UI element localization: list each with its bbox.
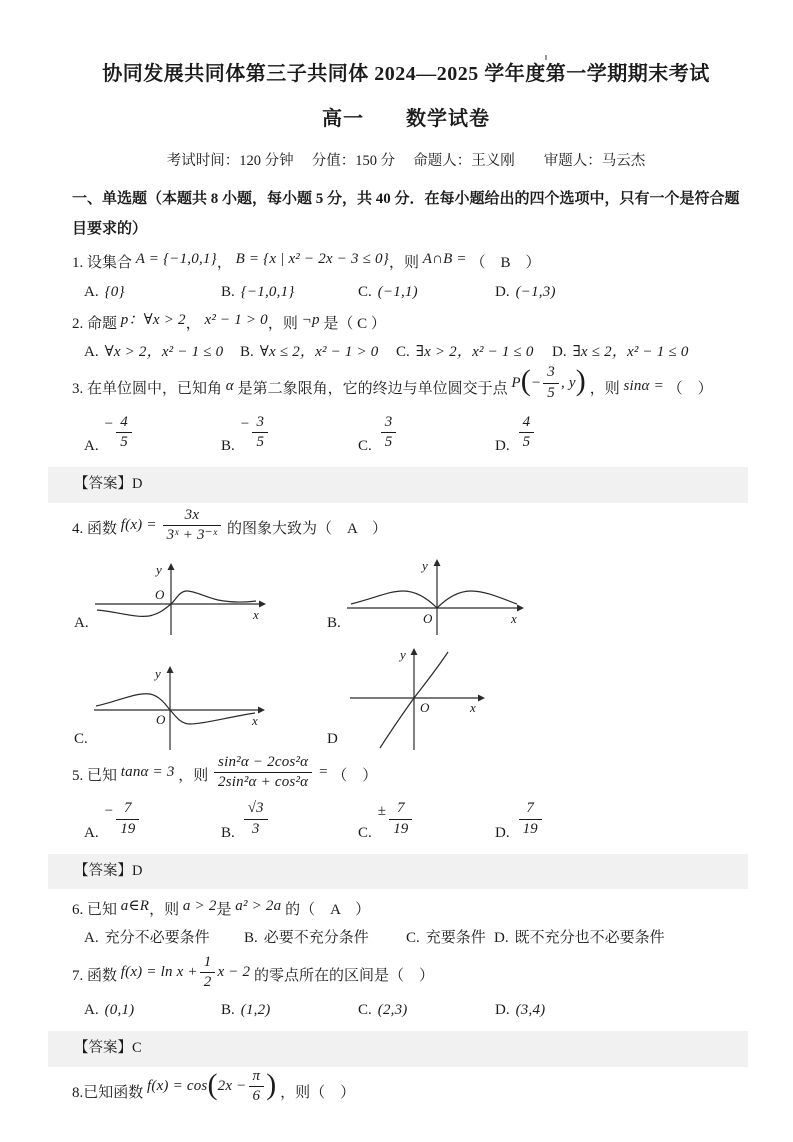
q7-option-c <box>358 997 495 1023</box>
graph-a-odd-hump-curve <box>93 560 268 636</box>
q5-option-b-label: B. <box>221 824 235 841</box>
graph-d-increasing-s-curve <box>342 644 497 752</box>
q5-option-d-label: D. <box>495 824 510 841</box>
q2-option-a-text: ∀x > 2，x² − 1 ≤ 0 <box>104 344 224 361</box>
q1-option-b-text: {−1,0,1} <box>240 283 295 300</box>
q5-option-c-num: 7 <box>389 800 412 819</box>
q6-option-c-label: C. <box>406 930 420 947</box>
q7-option-c-text: (2,3) <box>377 1002 408 1019</box>
section-1-header: 一、单选题（本题共 8 小题，每小题 5 分，共 40 分．在每小题给出的四个选项中，只有一个是符合题目要求的） <box>72 191 740 238</box>
question-1-options <box>84 279 740 305</box>
q6-option-b-text: 必要不充分条件 <box>263 930 369 947</box>
q5-then: ，则 <box>178 768 209 785</box>
q6-option-d-label: D. <box>494 930 509 947</box>
exam-meta-info: 考试时间：120 分钟 分值：150 分 命题人：王义刚 审题人：马云杰 <box>166 153 646 169</box>
graph-a-origin-label: O <box>154 587 164 602</box>
q2-sep1: ， <box>185 315 201 332</box>
q3-point-rest: , y <box>560 374 576 391</box>
question-3-options <box>84 411 740 459</box>
q7-function <box>120 953 251 990</box>
q5-option-d <box>495 800 544 846</box>
graph-d-y-label: y <box>399 647 406 662</box>
q4-fraction <box>163 507 222 545</box>
q2-option-d-text: ∃x ≤ 2，x² − 1 ≤ 0 <box>572 344 689 361</box>
q1-option-c-text: (−1,1) <box>377 283 418 300</box>
q3-option-b-label: B. <box>221 437 235 454</box>
q5-tan: tanα = 3 <box>120 764 175 781</box>
q4-function <box>120 506 223 543</box>
q5-frac-den: 2sin²α + cos²α <box>218 774 309 791</box>
q5-option-c-den: 19 <box>393 820 409 837</box>
q4-graph-row-1 <box>74 556 740 636</box>
q5-option-d-den: 19 <box>522 820 538 837</box>
q3-paren: （ ） <box>667 381 713 398</box>
question-7 <box>72 953 740 996</box>
q3-option-a <box>84 411 221 459</box>
q4-graph-row-2 <box>74 644 740 752</box>
q6-option-a <box>84 925 244 951</box>
q5-expression <box>212 754 329 791</box>
q7-frac-den: 2 <box>203 973 212 990</box>
q7-option-d-label: D. <box>495 1002 510 1019</box>
q3-option-a-num: 4 <box>116 414 132 433</box>
q7-option-b-text: (1,2) <box>240 1002 271 1019</box>
q2-option-a-label: A. <box>84 344 99 361</box>
q4-graph-option-c <box>74 644 327 752</box>
q3-point-fraction <box>543 364 559 402</box>
q6-option-b-label: B. <box>244 930 258 947</box>
q5-option-c-sign: ± <box>377 802 387 819</box>
q3-option-a-den: 5 <box>120 433 128 450</box>
q5-option-b-fraction <box>244 800 268 838</box>
q5-answer-bar: 【答案】D <box>48 854 748 889</box>
q3-point-p: P <box>511 374 521 391</box>
q4-graph-option-d <box>327 644 497 752</box>
question-6 <box>72 897 740 923</box>
q3-prefix: 3. 在单位圆中，已知角 <box>72 381 223 398</box>
q6-option-a-label: A. <box>84 930 99 947</box>
q3-point-rparen: ) <box>575 364 586 398</box>
q4-graph-option-a <box>74 556 327 636</box>
q8-suffix: ，则（ ） <box>280 1084 356 1101</box>
question-4 <box>72 506 740 549</box>
q3-option-b-fraction <box>252 414 268 452</box>
graph-c-origin-label: O <box>155 712 166 727</box>
q2-option-a <box>84 339 240 365</box>
q4-suffix: 的图象大致为（ A ） <box>226 520 387 537</box>
q5-option-a-fraction <box>116 800 139 838</box>
q6-option-b <box>244 925 406 951</box>
q5-option-c-label: C. <box>358 824 372 841</box>
q3-option-b-den: 5 <box>256 433 264 450</box>
q3-option-c <box>358 414 495 460</box>
graph-b-y-label: y <box>421 558 428 573</box>
q3-option-b-sign: − <box>240 415 250 432</box>
q1-option-d-text: (−1,3) <box>515 283 556 300</box>
q2-condition: x² − 1 > 0 <box>204 311 268 328</box>
q3-option-b <box>221 411 358 459</box>
q1-option-d-label: D. <box>495 283 510 300</box>
graph-c-odd-mirrored-curve <box>92 660 267 752</box>
q3-option-d-num: 4 <box>519 414 535 433</box>
q3-alpha: α <box>225 377 234 394</box>
exam-title: 协同发展共同体第三子共同体 2024—2025 学年度第一学期期末考试 <box>102 63 710 85</box>
exam-subtitle: 高一 数学试卷 <box>322 108 490 130</box>
q8-rparen: ) <box>266 1067 277 1101</box>
q3-point-lparen: ( <box>520 364 531 398</box>
q1-set-a: A = {−1,0,1} <box>135 251 217 268</box>
graph-a-y-label: y <box>155 562 162 577</box>
q3-option-a-label: A. <box>84 437 99 454</box>
q7-fraction <box>200 954 216 992</box>
q5-option-d-num: 7 <box>519 800 542 819</box>
q7-fx: f(x) = ln x + <box>120 963 198 980</box>
q1-option-a-label: A. <box>84 283 99 300</box>
q4-frac-num: 3x <box>163 507 222 526</box>
q1-option-b <box>221 279 358 305</box>
q7-fx-rest: x − 2 <box>217 963 251 980</box>
q2-suffix: 是（ C ） <box>323 315 386 332</box>
question-5 <box>72 754 740 796</box>
q7-frac-num: 1 <box>200 954 216 973</box>
graph-b-x-label: x <box>510 611 517 626</box>
question-6-options <box>84 925 740 951</box>
q3-mid: 是第二象限角，它的终边与单位圆交于点 <box>237 381 508 398</box>
q3-option-a-fraction <box>116 414 132 452</box>
q1-answer-paren: （ B ） <box>470 255 541 272</box>
q2-option-b <box>240 339 396 365</box>
q8-prefix: 8.已知函数 <box>72 1084 144 1101</box>
q7-suffix: 的零点所在的区间是（ ） <box>254 967 435 984</box>
graph-b-even-two-humps-curve <box>345 556 530 636</box>
q8-fx: f(x) = cos <box>147 1077 208 1094</box>
q7-option-b <box>221 997 358 1023</box>
graph-d-origin-label: O <box>419 700 430 715</box>
q7-option-c-label: C. <box>358 1002 372 1019</box>
q2-option-d <box>552 339 689 365</box>
q6-prefix: 6. 已知 <box>72 902 118 919</box>
q7-answer-bar: 【答案】C <box>48 1031 748 1066</box>
q6-a-gt-2: a > 2 <box>182 898 217 915</box>
q6-a-in-r: a∈R <box>120 898 150 915</box>
graph-a-x-label: x <box>252 607 259 622</box>
q3-option-d-fraction <box>519 414 535 452</box>
q1-sep2: ，则 <box>388 255 419 272</box>
q6-suffix: 的（ A ） <box>285 902 371 919</box>
question-8 <box>72 1067 740 1113</box>
q8-lparen: ( <box>207 1067 218 1101</box>
q7-option-b-label: B. <box>221 1002 235 1019</box>
q7-prefix: 7. 函数 <box>72 967 118 984</box>
q6-option-d-text: 既不充分也不必要条件 <box>514 930 665 947</box>
question-2-options <box>84 339 740 365</box>
q5-option-d-fraction <box>519 800 542 838</box>
q3-option-c-num: 3 <box>381 414 397 433</box>
q4-graph-a-label: A. <box>74 614 89 631</box>
q3-option-c-label: C. <box>358 437 372 454</box>
q5-option-c-fraction <box>389 800 412 838</box>
q5-option-c <box>358 798 495 846</box>
q2-proposition: p：∀x > 2 <box>120 311 186 328</box>
q5-equals: = <box>318 764 329 781</box>
q5-option-b <box>221 800 358 846</box>
q7-option-d-text: (3,4) <box>515 1002 546 1019</box>
q3-sina: sinα = <box>623 377 664 394</box>
q3-then: ，则 <box>589 381 620 398</box>
q3-point-frac-den: 5 <box>547 384 555 401</box>
q3-option-c-den: 5 <box>384 433 393 450</box>
q2-option-b-text: ∀x ≤ 2，x² − 1 > 0 <box>259 344 379 361</box>
q8-inner: 2x − <box>217 1077 247 1094</box>
q4-graph-b-label: B. <box>327 614 341 631</box>
q3-answer-bar: 【答案】D <box>48 467 748 502</box>
q5-option-a-den: 19 <box>120 820 136 837</box>
q2-prefix: 2. 命题 <box>72 315 118 332</box>
question-5-options <box>84 798 740 846</box>
q2-sep2: ，则 <box>267 315 298 332</box>
graph-c-x-label: x <box>251 713 258 728</box>
q5-paren: （ ） <box>332 768 378 785</box>
q5-option-a-num: 7 <box>116 800 139 819</box>
q3-point-sign: − <box>530 374 542 391</box>
question-3 <box>72 364 740 409</box>
q5-option-b-den: 3 <box>251 820 260 837</box>
q1-option-c <box>358 279 495 305</box>
q6-a2-gt-2a: a² > 2a <box>235 898 282 915</box>
q5-option-a-sign: − <box>104 802 114 819</box>
q3-option-b-num: 3 <box>252 414 268 433</box>
q5-option-a <box>84 798 221 846</box>
graph-c-y-label: y <box>154 666 161 681</box>
q6-option-c <box>406 925 494 951</box>
q3-option-d <box>495 414 536 460</box>
q6-option-c-text: 充要条件 <box>425 930 486 947</box>
q5-frac-num: sin²α − 2cos²α <box>214 754 312 773</box>
q1-sep1: ， <box>216 255 232 272</box>
q3-option-a-sign: − <box>104 415 114 432</box>
q3-option-d-label: D. <box>495 437 510 454</box>
q4-graph-c-label: C. <box>74 730 88 747</box>
q2-negation: ¬p <box>301 311 320 328</box>
q3-point <box>511 364 586 401</box>
q5-option-b-num: √3 <box>244 800 268 819</box>
q3-point-frac-num: 3 <box>543 364 559 383</box>
q8-fraction <box>249 1068 265 1106</box>
question-1 <box>72 250 740 276</box>
q1-expr: A∩B = <box>422 251 467 268</box>
q4-prefix: 4. 函数 <box>72 520 118 537</box>
q2-option-b-label: B. <box>240 344 254 361</box>
q1-option-d <box>495 279 556 305</box>
q4-frac-den: 3ˣ + 3⁻ˣ <box>166 526 218 543</box>
q7-option-d <box>495 997 545 1023</box>
q1-set-b: B = {x | x² − 2x − 3 ≤ 0} <box>235 251 389 268</box>
q3-option-d-den: 5 <box>522 433 531 450</box>
q6-mid1: ，则 <box>149 902 180 919</box>
q8-frac-den: 6 <box>252 1088 261 1104</box>
q5-fraction <box>214 754 312 792</box>
q2-option-c <box>396 339 552 365</box>
q1-option-a-text: {0} <box>104 283 125 300</box>
q7-option-a-label: A. <box>84 1002 99 1019</box>
graph-b-origin-label: O <box>422 611 433 626</box>
question-2 <box>72 311 740 337</box>
q2-option-d-label: D. <box>552 344 567 361</box>
q2-option-c-label: C. <box>396 344 410 361</box>
q1-option-b-label: B. <box>221 283 235 300</box>
q2-option-c-text: ∃x > 2，x² − 1 ≤ 0 <box>415 344 534 361</box>
q4-fx: f(x) = <box>120 516 157 533</box>
q1-prefix: 1. 设集合 <box>72 255 133 272</box>
q3-option-c-fraction <box>381 414 397 452</box>
stray-mark <box>545 55 547 60</box>
question-7-options <box>84 997 740 1023</box>
q5-option-a-label: A. <box>84 824 99 841</box>
q6-mid2: 是 <box>216 902 232 919</box>
q6-option-a-text: 充分不必要条件 <box>104 930 210 947</box>
q1-option-a <box>84 279 221 305</box>
q7-option-a-text: (0,1) <box>104 1002 135 1019</box>
q8-frac-num: π <box>249 1068 265 1087</box>
q1-option-c-label: C. <box>358 283 372 300</box>
q6-option-d <box>494 925 665 951</box>
q5-prefix: 5. 已知 <box>72 768 118 785</box>
q8-function <box>147 1067 277 1104</box>
q4-graph-option-b <box>327 556 530 636</box>
q7-option-a <box>84 997 221 1023</box>
q4-graph-d-label: D <box>327 730 338 747</box>
graph-d-x-label: x <box>469 700 476 715</box>
